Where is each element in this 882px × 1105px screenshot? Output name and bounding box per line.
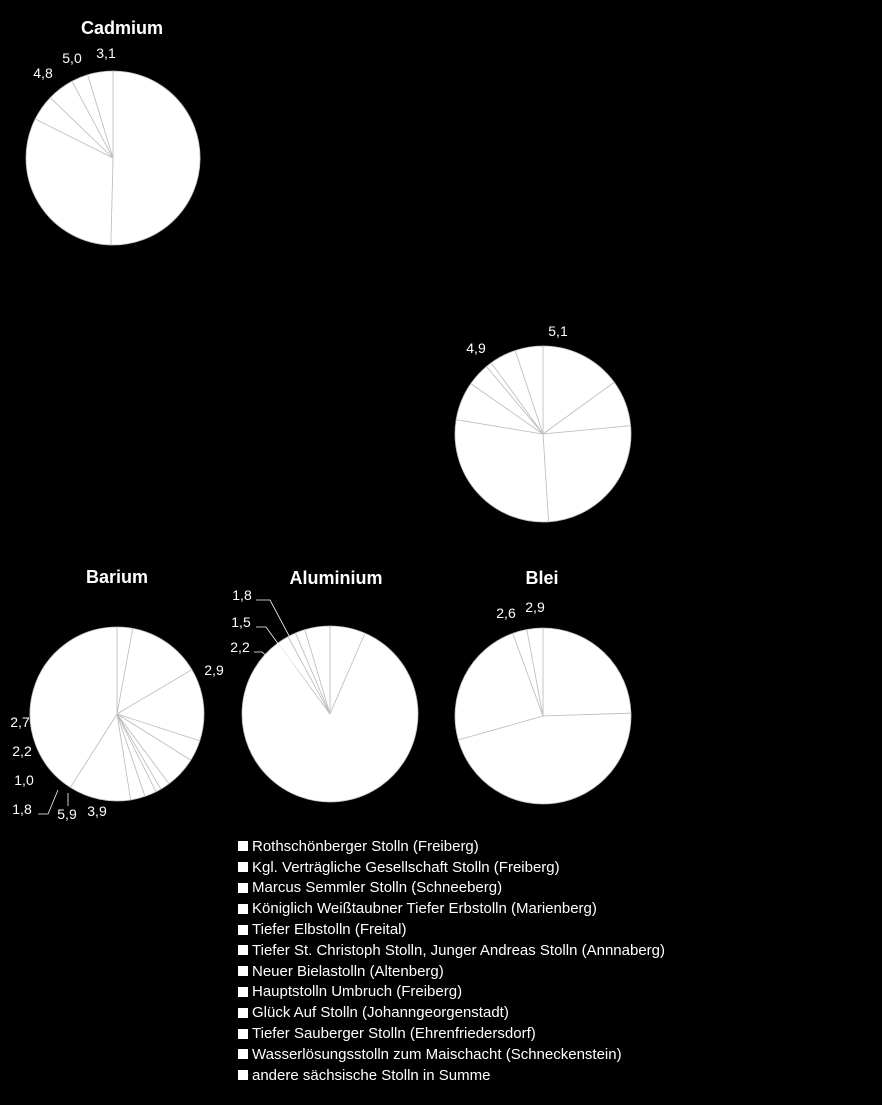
legend-swatch [238,1008,248,1018]
data-label: 5,9 [57,806,77,822]
legend-label: Wasserlösungsstolln zum Maischacht (Schneckenstein) [252,1045,622,1063]
chart-barium [10,567,224,822]
data-label: 1,8 [12,801,32,817]
pie-slice [543,628,631,716]
data-label: 2,9 [204,662,224,678]
legend-swatch [238,883,248,893]
legend-swatch [238,1070,248,1080]
panel-bg-top-right [434,0,882,262]
data-label: 2,6 [496,605,516,621]
legend-swatch [238,966,248,976]
legend-swatch [238,987,248,997]
legend-swatch [238,1029,248,1039]
legend-item [238,878,665,899]
legend-swatch [238,945,248,955]
chart-title-blei: Blei [525,568,559,588]
legend-label: Hauptstolln Umbruch (Freiberg) [252,983,463,1001]
legend-label: Königlich Weißtaubner Tiefer Erbstolln (Marienberg) [252,900,597,918]
legend-label: Tiefer Elbstolln (Freital) [252,921,407,939]
legend-item [238,1065,665,1086]
data-label: 3,1 [96,45,116,61]
data-label: 2,7 [10,714,30,730]
data-label: 2,9 [525,599,545,615]
legend-label: Tiefer St. Christoph Stolln, Junger Andreas Stolln (Annnaberg) [252,941,665,959]
data-label: 2,2 [12,743,32,759]
legend-item [238,982,665,1003]
chart-title-aluminium: Aluminium [289,568,383,588]
legend-label: Kgl. Verträgliche Gesellschaft Stolln (Freiberg) [252,858,560,876]
data-label: 3,9 [87,803,107,819]
legend-item [238,919,665,940]
legend-label: Neuer Bielastolln (Altenberg) [252,962,444,980]
data-label: 4,9 [466,340,486,356]
legend-item [238,836,665,857]
legend-item [238,1023,665,1044]
legend-swatch [238,1049,248,1059]
data-label: 2,2 [230,639,250,655]
legend-label: andere sächsische Stolln in Summe [252,1066,491,1084]
legend-swatch [238,841,248,851]
data-label: 1,5 [231,614,251,630]
legend-label: Glück Auf Stolln (Johanngeorgenstadt) [252,1004,509,1022]
data-label: 1,8 [232,587,252,603]
data-label: 5,0 [62,50,82,66]
chart-aluminium [230,568,418,802]
data-label: 1,0 [14,772,34,788]
legend-swatch [238,862,248,872]
chart-blei [455,568,631,804]
legend-swatch [238,904,248,914]
legend-swatch [238,925,248,935]
legend-item [238,940,665,961]
legend-item [238,898,665,919]
legend [238,836,665,1086]
data-label: 5,1 [548,323,568,339]
legend-item [238,1002,665,1023]
legend-label: Tiefer Sauberger Stolln (Ehrenfriedersdorf) [252,1025,536,1043]
panel-bg-top-middle [214,0,428,262]
legend-label: Marcus Semmler Stolln (Schneeberg) [252,879,503,897]
leader-line [38,790,58,814]
chart-title-barium: Barium [85,567,149,587]
legend-item [238,1044,665,1065]
data-label: 4,8 [33,65,53,81]
legend-item [238,961,665,982]
legend-label: Rothschönberger Stolln (Freiberg) [252,837,479,855]
legend-item [238,857,665,878]
chart-title-cadmium: Cadmium [80,18,164,38]
